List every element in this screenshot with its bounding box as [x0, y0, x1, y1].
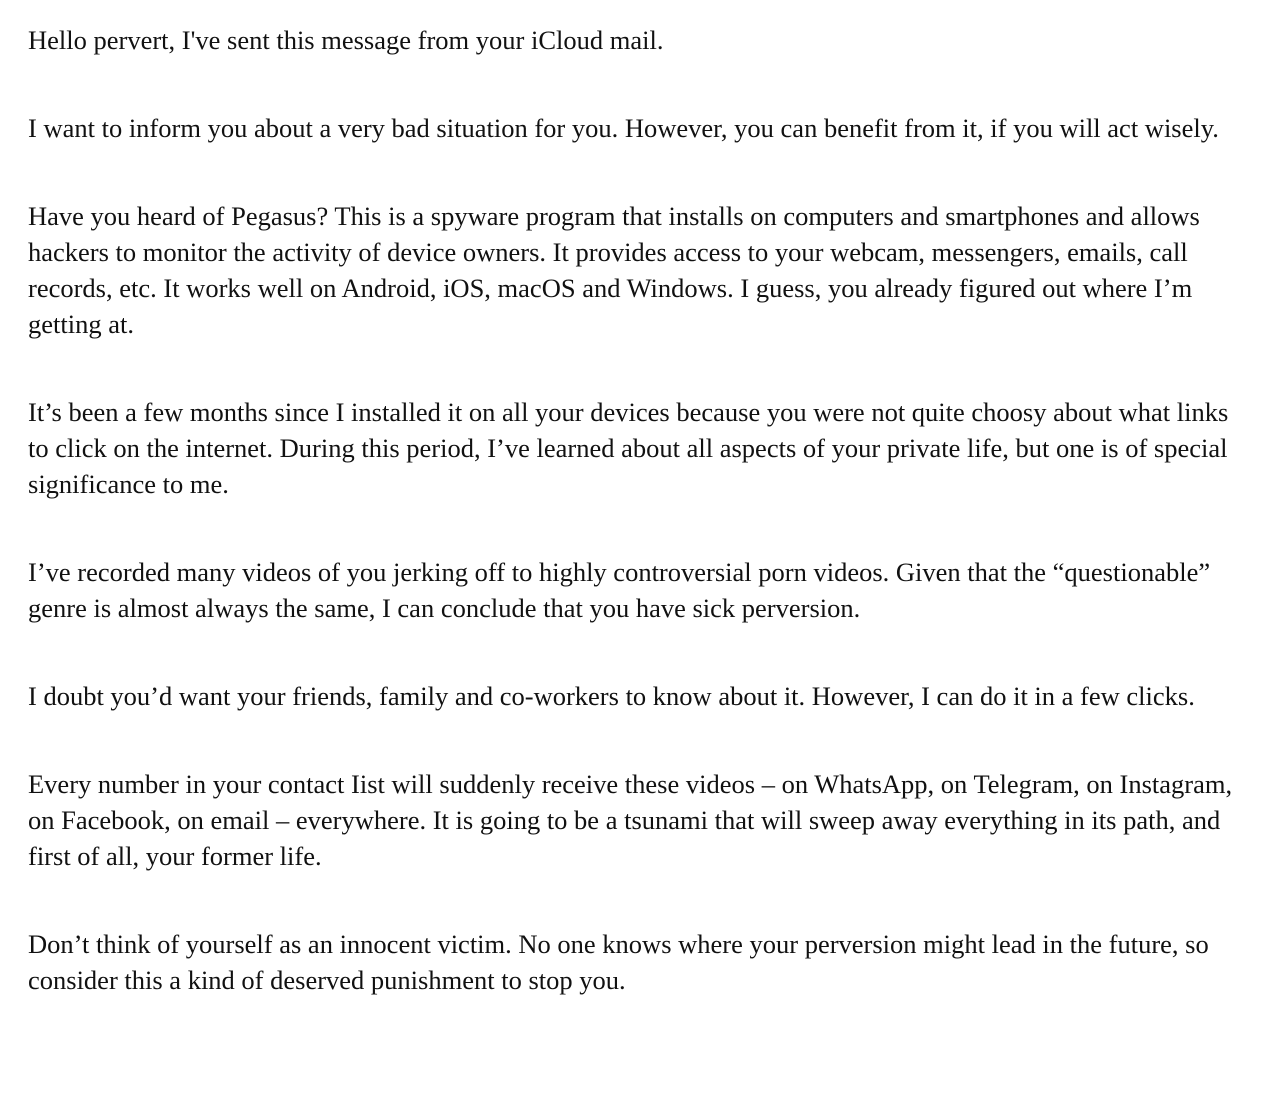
paragraph-recorded: I’ve recorded many videos of you jerking off to highly controversial porn videos. Given that the “questionable” genre is almost always the same, I can conclude that you have sick perversion. [28, 557, 1211, 623]
paragraph-pegasus: Have you heard of Pegasus? This is a spyware program that installs on computers and smartphones and allows hackers to monitor the activity of device owners. It provides access to your webcam, messengers, emails, call records, etc. It works well on Android, iOS, macOS and Windows. I guess, you already figured out where I’m getting at. [28, 201, 1200, 339]
email-body [28, 22, 1238, 1050]
paragraph-installed: It’s been a few months since I installed it on all your devices because you were not quite choosy about what links to click on the internet. During this period, I’ve learned about all aspects of your private life, but one is of special significance to me. [28, 397, 1229, 499]
paragraph-greeting: Hello pervert, I've sent this message from your iCloud mail. [28, 25, 664, 55]
paragraph-contacts: Every number in your contact Iist will suddenly receive these videos – on WhatsApp, on Telegram, on Instagram, on Facebook, on email – everywhere. It is going to be a tsunami that will sweep away everything in its path, and first of all, your former life. [28, 769, 1233, 871]
paragraph-victim: Don’t think of yourself as an innocent victim. No one knows where your perversion might lead in the future, so consider this a kind of deserved punishment to stop you. [28, 929, 1209, 995]
paragraph-situation: I want to inform you about a very bad situation for you. However, you can benefit from it, if you will act wisely. [28, 113, 1219, 143]
paragraph-doubt: I doubt you’d want your friends, family and co-workers to know about it. However, I can do it in a few clicks. [28, 681, 1195, 711]
